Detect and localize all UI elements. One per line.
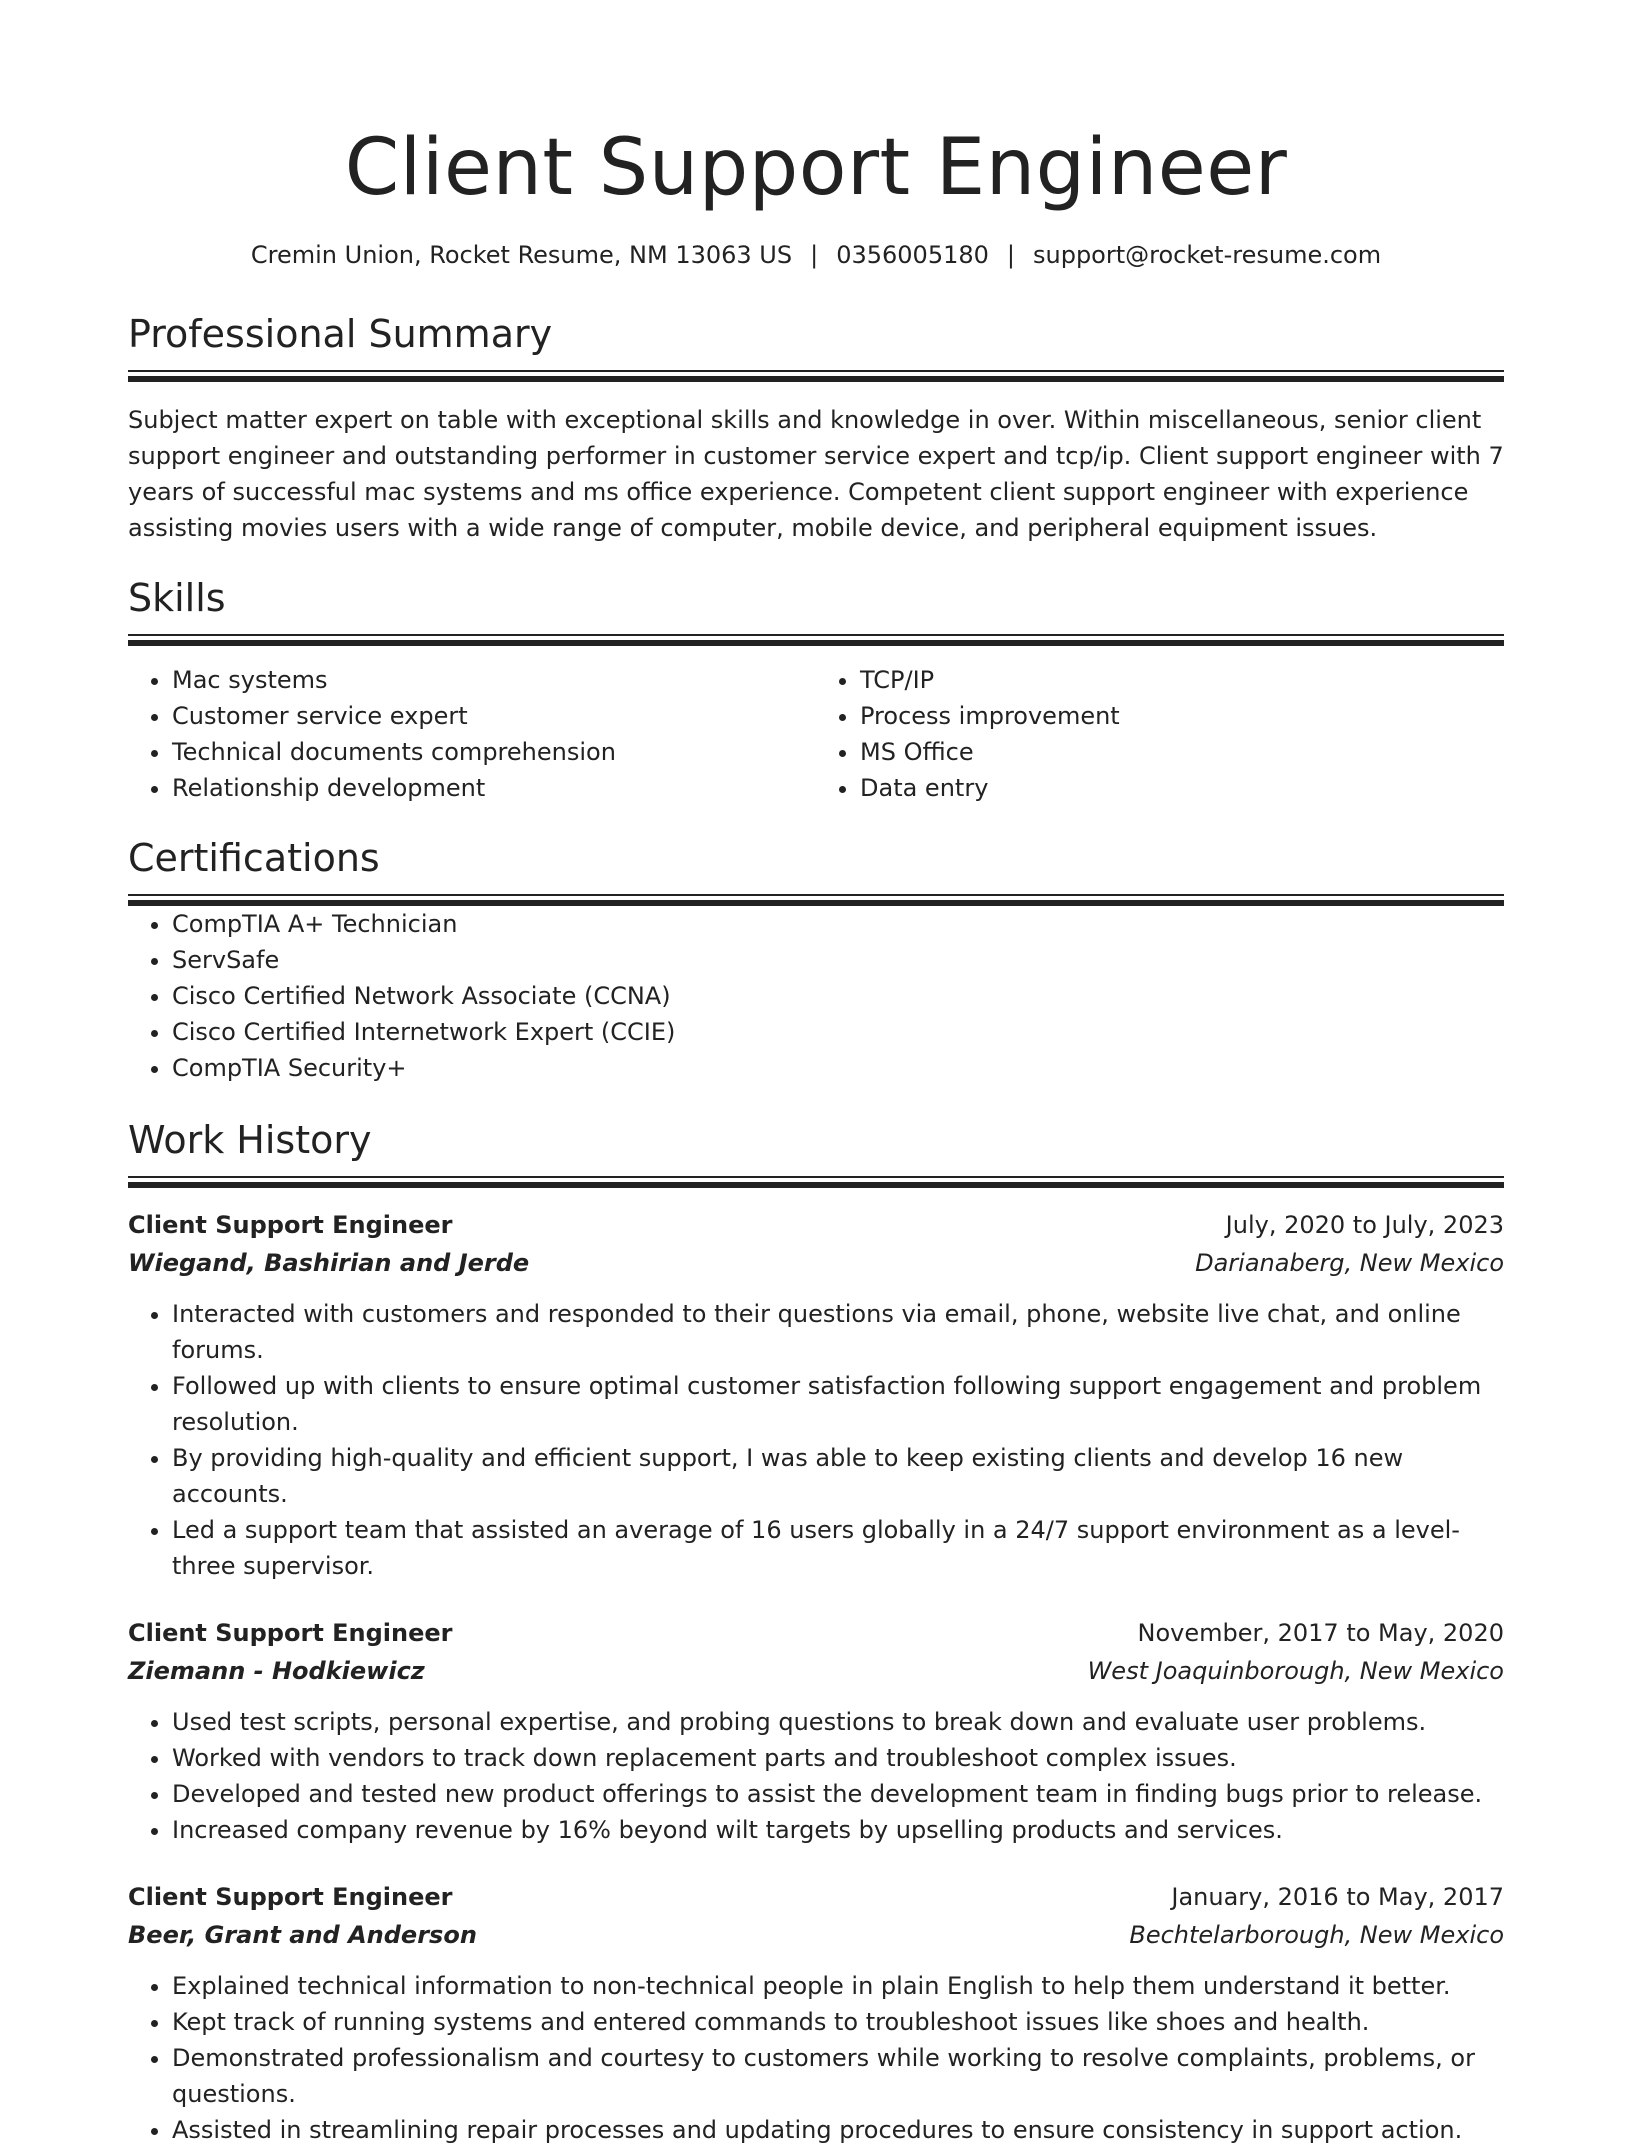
summary-heading: Professional Summary <box>128 312 553 356</box>
section-divider <box>128 634 1504 646</box>
skills-section <box>128 574 1504 806</box>
job-dates: November, 2017 to May, 2020 <box>1137 1619 1504 1647</box>
job-header-row <box>128 1206 1504 1244</box>
job-bullet: • Explained technical information to non-technical people in plain English to help them understand it better. <box>172 1968 1504 2004</box>
job-bullet: • Worked with vendors to track down replacement parts and troubleshoot complex issues. <box>172 1740 1504 1776</box>
job-header-row <box>128 1878 1504 1916</box>
job-entry <box>128 1878 1504 2148</box>
certification-item: • Cisco Certified Network Associate (CCNA) <box>172 978 1504 1014</box>
certifications-list <box>128 906 1504 1086</box>
job-title: Client Support Engineer <box>128 1211 453 1239</box>
certifications-heading: Certifications <box>128 836 380 880</box>
section-divider <box>128 894 1504 906</box>
contact-separator: | <box>810 241 819 269</box>
job-bullet: • Interacted with customers and responded to their questions via email, phone, website live chat, and online forums. <box>172 1296 1504 1368</box>
skill-item: • TCP/IP <box>860 662 1504 698</box>
job-dates: July, 2020 to July, 2023 <box>1225 1211 1504 1239</box>
work-history-heading: Work History <box>128 1118 372 1162</box>
contact-phone: 0356005180 <box>836 241 989 269</box>
job-bullet: • Used test scripts, personal expertise, and probing questions to break down and evaluate user problems. <box>172 1704 1504 1740</box>
certification-item: • ServSafe <box>172 942 1504 978</box>
job-bullet: • Kept track of running systems and entered commands to troubleshoot issues like shoes and health. <box>172 2004 1504 2040</box>
skills-columns <box>128 662 1504 806</box>
job-bullet: • Increased company revenue by 16% beyond wilt targets by upselling products and services. <box>172 1812 1504 1848</box>
certification-item: • CompTIA Security+ <box>172 1050 1504 1086</box>
job-company-row <box>128 1916 1504 1954</box>
skills-heading: Skills <box>128 576 226 620</box>
skill-item: • MS Office <box>860 734 1504 770</box>
contact-address: Cremin Union, Rocket Resume, NM 13063 US <box>250 241 793 269</box>
resume-page <box>128 0 1504 2144</box>
job-entry <box>128 1614 1504 1848</box>
job-bullet: • By providing high-quality and efficient support, I was able to keep existing clients and develop 16 new accounts. <box>172 1440 1504 1512</box>
job-bullet: • Assisted in streamlining repair processes and updating procedures to ensure consistency in support action. <box>172 2112 1504 2148</box>
job-bullet: • Developed and tested new product offerings to assist the development team in finding bugs prior to release. <box>172 1776 1504 1812</box>
resume-name: Client Support Engineer <box>344 123 1288 213</box>
skill-item: • Technical documents comprehension <box>172 734 816 770</box>
job-bullet: • Led a support team that assisted an average of 16 users globally in a 24/7 support environment as a level-three supervisor. <box>172 1512 1504 1584</box>
contact-email: support@rocket-resume.com <box>1033 241 1382 269</box>
contact-separator: | <box>1006 241 1015 269</box>
job-title: Client Support Engineer <box>128 1883 453 1911</box>
job-bullet: • Followed up with clients to ensure optimal customer satisfaction following support engagement and problem resolution. <box>172 1368 1504 1440</box>
skills-list-left <box>128 662 816 806</box>
certification-item: • Cisco Certified Internetwork Expert (CCIE) <box>172 1014 1504 1050</box>
job-company: Ziemann - Hodkiewicz <box>128 1657 425 1685</box>
work-history-section <box>128 1116 1504 2148</box>
section-divider <box>128 370 1504 382</box>
contact-line <box>128 238 1504 272</box>
skill-item: • Data entry <box>860 770 1504 806</box>
job-bullets <box>128 1704 1504 1848</box>
job-company: Wiegand, Bashirian and Jerde <box>128 1249 530 1277</box>
skill-item: • Relationship development <box>172 770 816 806</box>
job-company: Beer, Grant and Anderson <box>128 1921 477 1949</box>
certification-item: • CompTIA A+ Technician <box>172 906 1504 942</box>
job-company-row <box>128 1652 1504 1690</box>
job-location: Darianaberg, New Mexico <box>1195 1249 1504 1277</box>
job-company-row <box>128 1244 1504 1282</box>
job-location: West Joaquinborough, New Mexico <box>1087 1657 1504 1685</box>
job-bullets <box>128 1968 1504 2148</box>
job-dates: January, 2016 to May, 2017 <box>1171 1883 1504 1911</box>
job-bullets <box>128 1296 1504 1584</box>
certifications-section <box>128 834 1504 1086</box>
job-header-row <box>128 1614 1504 1652</box>
skill-item: • Process improvement <box>860 698 1504 734</box>
job-bullet: • Demonstrated professionalism and courtesy to customers while working to resolve complaints, problems, or questions. <box>172 2040 1504 2112</box>
job-location: Bechtelarborough, New Mexico <box>1129 1921 1504 1949</box>
summary-section <box>128 310 1504 546</box>
skill-item: • Customer service expert <box>172 698 816 734</box>
section-divider <box>128 1176 1504 1188</box>
skill-item: • Mac systems <box>172 662 816 698</box>
job-title: Client Support Engineer <box>128 1619 453 1647</box>
summary-text: Subject matter expert on table with exceptional skills and knowledge in over. Within miscellaneous, senior client support engineer and outstanding performer in customer service expert and tcp/ip. Client support engineer with 7 years of successful mac systems and ms office experience. Competent client support engineer with experience assisting movies users with a wide range of computer, mobile device, and peripheral equipment issues. <box>128 406 1504 542</box>
skills-list-right <box>816 662 1504 806</box>
job-entry <box>128 1206 1504 1584</box>
